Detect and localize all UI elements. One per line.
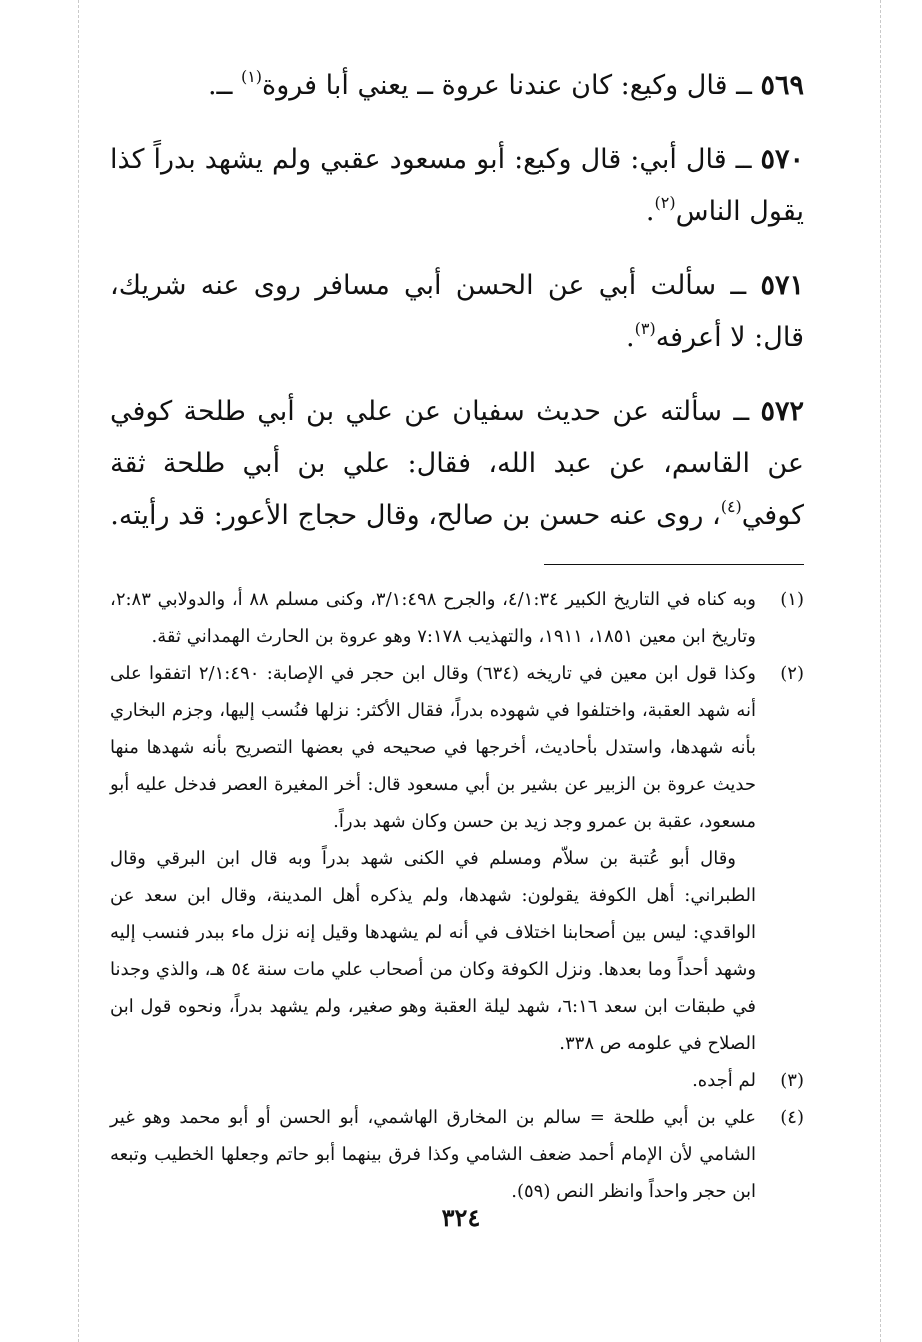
footnote-mark: (٣) [780,1070,804,1091]
entry-tail: ، روى عنه حسن بن صالح، وقال حجاج الأعور: قد رأيته. [110,500,721,531]
footnote-text: لم أجده. [692,1070,756,1091]
entry-tail: . [645,196,655,227]
footnote-2 [110,655,804,1062]
footnote-4 [110,1099,804,1210]
footnote-text: وكذا قول ابن معين في تاريخه (٦٣٤) وقال ابن حجر في الإصابة: ٢/١:٤٩٠ اتفقوا على أنه شهد العقبة، واختلفوا في شهوده بدراً، فقال الأكثر: نزلها فنُسب إليها، وجزم البخاري بأنه شهدها، واستدل بأحاديث، أخرجها في صحيحه في بعضها التصريح بأنه شهدها منها حديث عروة بن الزبير عن بشير بن أبي مسعود قال: أخر المغيرة العصر فدخل عليه أبو مسعود، عقبة بن عمرو وجد زيد بن حسن وكان شهد بدراً. [110,663,756,832]
footnote-text: وقال أبو عُتبة بن سلاّم ومسلم في الكنى شهد بدراً وبه قال ابن البرقي وقال الطبراني: أهل الكوفة يقولون: شهدها، ولم يذكره أهل المدينة، وقال ابن سعد عن الواقدي: ليس بين أصحابنا اختلاف في أنه لم يشهدها وقيل إنه نزل ماء ببدر فنسب إليه وشهد أحداً وما بعدها. ونزل الكوفة وكان من أصحاب علي مات سنة ٥٤ هـ، والذي وجدنا في طبقات ابن سعد ٦:١٦، شهد ليلة العقبة وهو صغير، ولم يشهد بدراً، ونحوه قول ابن الصلاح في علومه ص ٣٣٨. [110,848,757,1054]
footnote-ref[interactable]: (٢) [654,193,676,212]
footnote-mark: (٢) [780,663,804,684]
entry-tail: . [626,322,635,353]
footnote-ref[interactable]: (١) [240,67,263,86]
footnote-mark: (٤) [780,1107,804,1128]
footnote-mark: (١) [780,589,804,610]
footnote-text: علي بن أبي طلحة = سالم بن المخارق الهاشمي، أبو الحسن أو أبو محمد وهو غير الشامي لأن الإمام أحمد ضعف الشامي وكذا فرق بينهما أبو حاتم وجعلها الخطيب وتبعه ابن حجر واحداً وانظر النص (٥٩). [110,1107,756,1202]
page-number: ٣٢٤ [441,1203,481,1232]
entry-text: ــ سألته عن حديث سفيان عن علي بن أبي طلحة كوفي عن القاسم، عن عبد الله، فقال: علي بن أبي طلحة ثقة كوفي [110,396,804,531]
entry-text: ــ سألت أبي عن الحسن أبي مسافر روى عنه شريك، قال: لا أعرفه [110,270,804,353]
entry-569 [110,60,804,112]
footnote-1 [110,581,804,655]
entry-572 [110,386,804,542]
right-margin-guide [880,0,881,1342]
entry-number: ٥٧٢ [760,396,804,427]
footnote-ref[interactable]: (٤) [720,497,742,516]
entry-571 [110,260,804,364]
footnote-text: وبه كناه في التاريخ الكبير ٤/١:٣٤، والجرح ٣/١:٤٩٨، وكنى مسلم ٨٨ أ، والدولابي ٢:٨٣، وتاريخ ابن معين ١٨٥١، ١٩١١، والتهذيب ٧:١٧٨ وهو عروة بن الحارث الهمداني ثقة. [110,589,756,647]
entry-number: ٥٧٠ [760,144,804,175]
entry-570 [110,134,804,238]
left-margin-guide [78,0,79,1342]
entry-number: ٥٧١ [760,270,804,301]
entry-text: ــ قال وكيع: كان عندنا عروة ــ يعني أبا فروة [262,70,752,101]
footnote-ref[interactable]: (٣) [634,319,656,338]
entry-tail: ــ. [207,70,241,101]
book-page [110,60,804,1210]
footnote-3 [110,1062,804,1099]
entry-text: ــ قال أبي: قال وكيع: أبو مسعود عقبي ولم يشهد بدراً كذا يقول الناس [110,144,804,227]
entry-number: ٥٦٩ [760,70,804,101]
footnote-separator [544,564,804,565]
